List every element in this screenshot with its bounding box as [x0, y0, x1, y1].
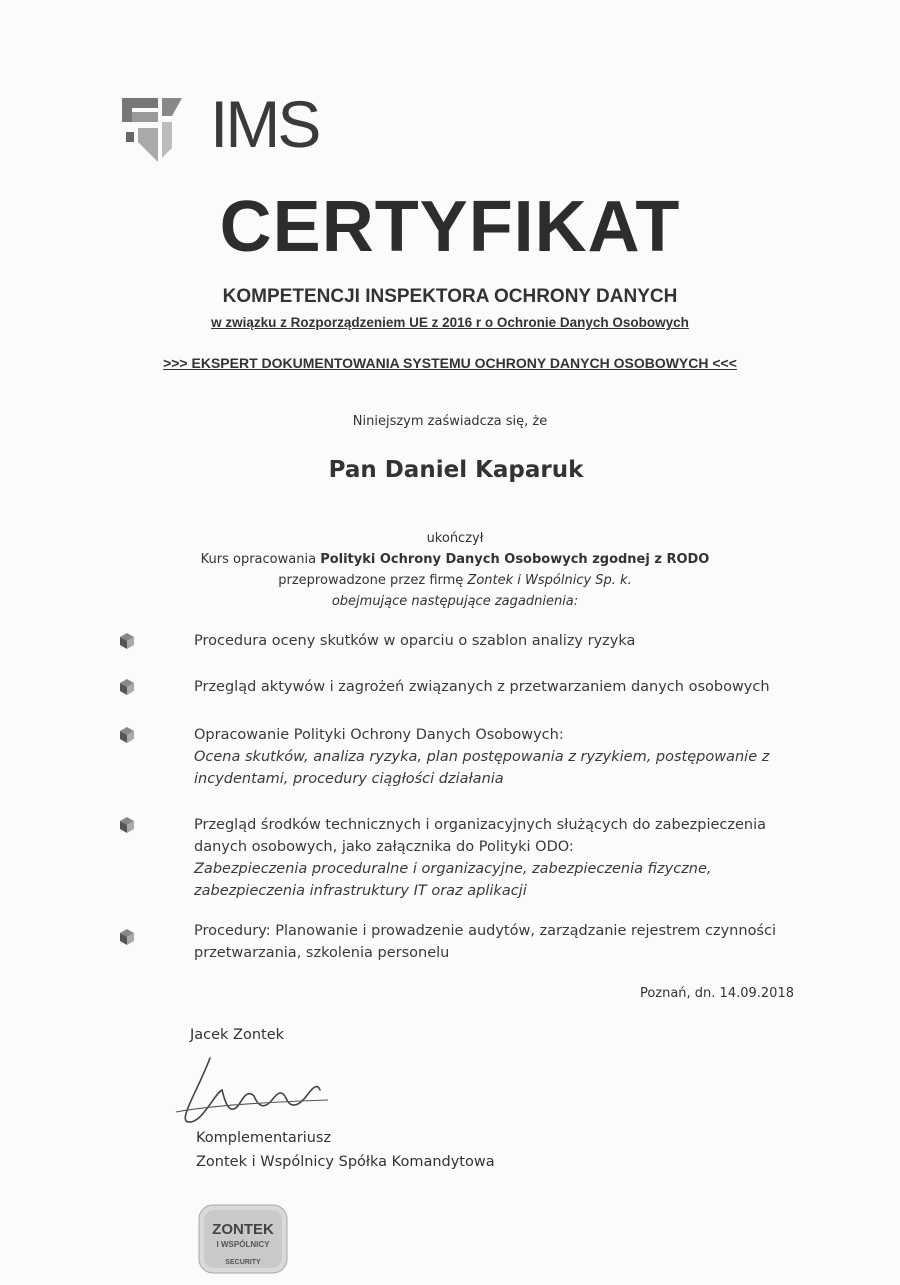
attestation-text: Niniejszym zaświadcza się, że — [352, 414, 548, 429]
conducted-line — [0, 573, 900, 588]
company-full-name: Zontek i Wspólnicy Spółka Komandytowa — [196, 1154, 495, 1170]
ims-logo-text: IMS — [210, 87, 319, 161]
cube-bullet-icon — [118, 816, 136, 834]
company-stamp — [198, 1204, 288, 1274]
signer-role — [196, 1126, 495, 1174]
signer-name: Jacek Zontek — [190, 1027, 285, 1043]
svg-text:ZONTEK: ZONTEK — [212, 1221, 274, 1238]
topic-text: Przegląd aktywów i zagrożeń związanych z przetwarzaniem danych osobowych — [194, 679, 770, 695]
completed-verb: ukończył — [426, 531, 484, 546]
conducted-prefix: przeprowadzone przez firmę — [278, 573, 468, 588]
certificate-title: CERTYFIKAT — [219, 187, 681, 267]
certificate-subtitle: KOMPETENCJI INSPEKTORA OCHRONY DANYCH — [222, 286, 678, 307]
cube-bullet-icon — [118, 632, 136, 650]
cube-bullet-icon — [118, 928, 136, 946]
topic-detail: Ocena skutków, analiza ryzyka, plan postępowania z ryzykiem, postępowanie z incydentami, procedury ciągłości działania — [194, 749, 770, 787]
role-title: Komplementariusz — [196, 1130, 332, 1146]
recipient-name: Pan Daniel Kaparuk — [328, 457, 584, 483]
course-prefix: Kurs opracowania — [200, 552, 321, 567]
ims-logo — [118, 87, 319, 172]
expert-line: >>> EKSPERT DOKUMENTOWANIA SYSTEMU OCHRONY DANYCH OSOBOWYCH <<< — [163, 355, 737, 371]
cube-bullet-icon — [118, 678, 136, 696]
svg-text:I WSPÓLNICY: I WSPÓLNICY — [216, 1240, 270, 1249]
topic-text: Procedura oceny skutków w oparciu o szablon analizy ryzyka — [194, 633, 636, 649]
signature — [168, 1050, 338, 1130]
ims-cube-icon — [118, 92, 198, 172]
topic-detail: Zabezpieczenia proceduralne i organizacyjne, zabezpieczenia fizyczne, zabezpieczenia infrastruktury IT oraz aplikacji — [194, 861, 712, 899]
company-name: Zontek i Wspólnicy Sp. k. — [467, 573, 632, 588]
topic-text: Procedury: Planowanie i prowadzenie audytów, zarządzanie rejestrem czynności przetwarzania, szkolenia personelu — [194, 923, 776, 961]
cube-bullet-icon — [118, 726, 136, 744]
covering-line — [0, 594, 900, 609]
regulation-line: w związku z Rozporządzeniem UE z 2016 r o Ochronie Danych Osobowych — [211, 315, 689, 330]
course-line — [0, 552, 900, 567]
covering-text: obejmujące następujące zagadnienia: — [331, 594, 579, 609]
topic-text: Opracowanie Polityki Ochrony Danych Osobowych: Ocena skutków, analiza ryzyka, plan postępowania z ryzykiem, postępowanie z incydentami, procedury ciągłości działania — [194, 724, 804, 790]
course-name: Polityki Ochrony Danych Osobowych zgodnej z RODO — [320, 552, 710, 567]
topic-text: Przegląd środków technicznych i organizacyjnych służących do zabezpieczenia danych osobowych, jako załącznika do Polityki ODO: Zabezpieczenia proceduralne i organizacyjne, zabezpieczenia fizyczne, zabezpieczenia infrastruktury IT oraz aplikacji — [194, 814, 804, 902]
svg-text:SECURITY: SECURITY — [225, 1259, 261, 1266]
place-date: Poznań, dn. 14.09.2018 — [639, 986, 794, 1001]
